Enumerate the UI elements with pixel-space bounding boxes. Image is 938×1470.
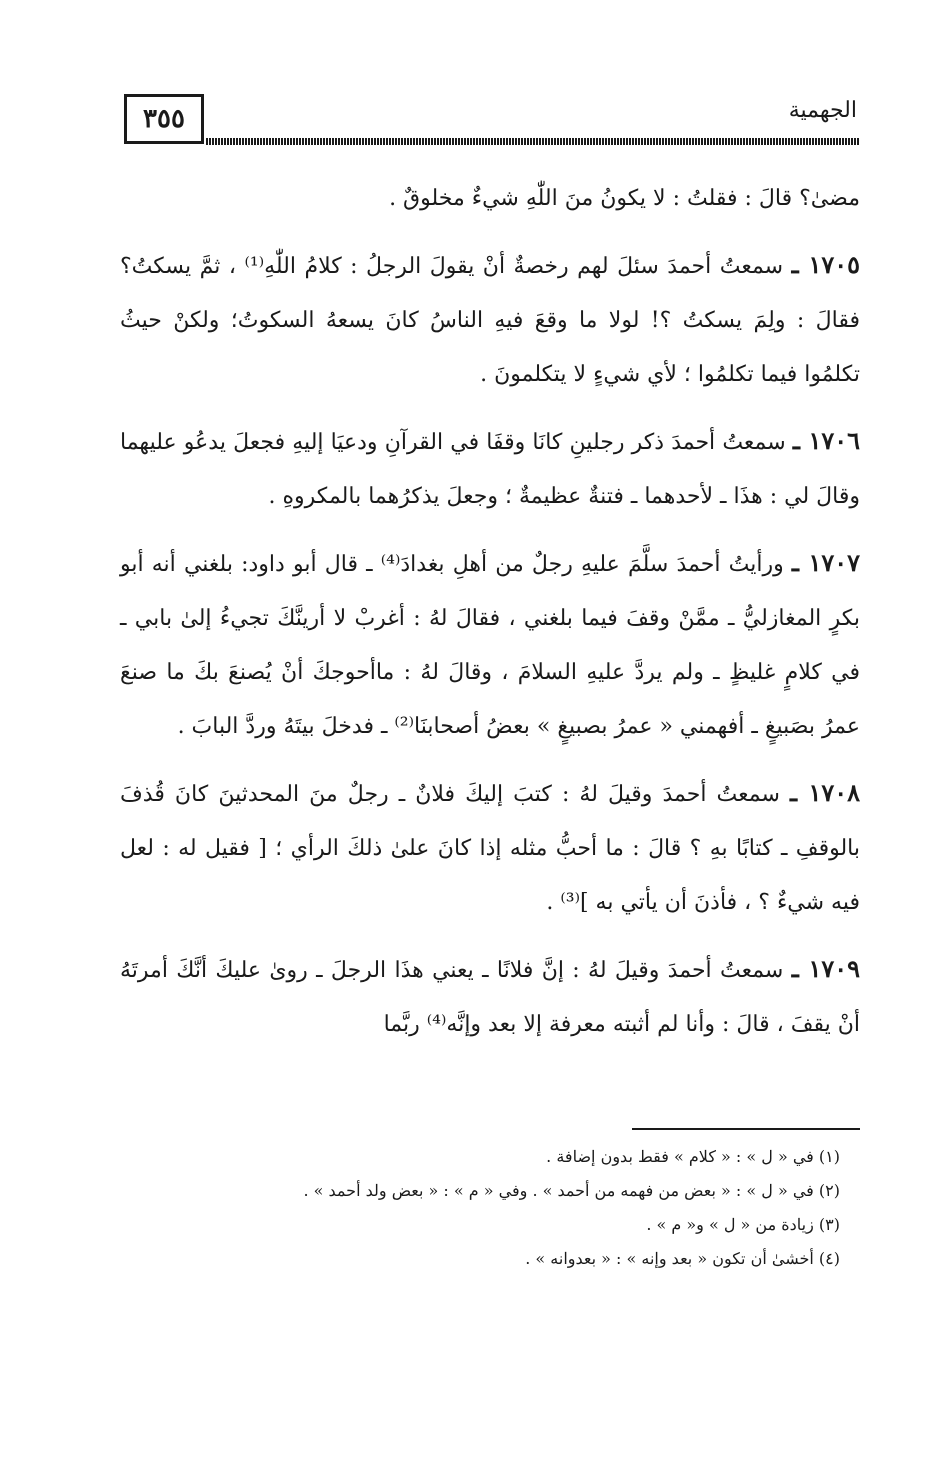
paragraph xyxy=(120,536,860,754)
footnote: (٢) في « ل » : « بعض من فهمه من أحمد » . وفي « م » : « بعض ولد أحمد » . xyxy=(303,1181,840,1200)
footnote-divider xyxy=(632,1128,860,1130)
paragraph xyxy=(120,766,860,930)
report-number: ١٧٠٩ ـ xyxy=(791,954,860,983)
paragraph-text: سمعتُ أحمدَ وقيلَ لهُ : كتبَ إليكَ فلانٌ ـ رجلٌ منَ المحدثينَ كانَ قُذفَ بالوقفِ ـ كتابًا بهِ ؟ قالَ : ما أحبُّ مثله إذا كانَ علىٰ ذلكَ الرأي ؛ [ فقيل له : لعل فيه شيءٌ ؟ ، فأذنَ أن يأتي به ]⁽³⁾ . xyxy=(120,782,860,915)
page-number: ٣٥٥ xyxy=(124,94,204,144)
paragraph-text: سمعتُ أحمدَ سئلَ لهم رخصةٌ أنْ يقولَ الرجلُ : كلامُ اللّٰهِ⁽¹⁾ ، ثمَّ يسكتُ؟ فقالَ : ولِمَ يسكتُ ؟! لولا ما وقعَ فيهِ الناسُ كانَ يسعهُ السكوتُ؛ ولكنْ حيثُ تكلمُوا فيما تكلمُوا ؛ لأي شيءٍ لا يتكلمونَ . xyxy=(120,254,860,387)
paragraph xyxy=(120,238,860,402)
main-text xyxy=(120,172,860,1064)
report-number: ١٧٠٨ ـ xyxy=(789,778,861,807)
paragraph xyxy=(120,414,860,524)
running-title: الجهمية xyxy=(788,98,857,123)
report-number: ١٧٠٥ ـ xyxy=(791,250,861,279)
report-number: ١٧٠٦ ـ xyxy=(792,426,860,455)
report-number: ١٧٠٧ ـ xyxy=(791,548,861,577)
paragraph-text: سمعتُ أحمدَ ذكر رجلينِ كانَا وقفَا في القرآنِ ودعيَا إليهِ فجعلَ يدعُو عليهما وقالَ لي : هذَا ـ لأحدهما ـ فتنةٌ عظيمةٌ ؛ وجعلَ يذكرُهما بالمكروهِ . xyxy=(120,430,860,509)
page-header xyxy=(124,88,859,152)
footnote: (٣) زيادة من « ل » و« م » . xyxy=(646,1215,840,1234)
footnotes xyxy=(300,1140,840,1276)
header-rule xyxy=(206,138,859,145)
paragraph xyxy=(120,942,860,1052)
footnote: (١) في « ل » : « كلام » فقط بدون إضافة . xyxy=(546,1147,840,1166)
paragraph xyxy=(120,172,860,226)
footnote: (٤) أخشىٰ أن تكون « بعد وإنه » : « بعدوانه » . xyxy=(525,1249,840,1268)
paragraph-text: مضىٰ؟ قالَ : فقلتُ : لا يكونُ منَ اللّٰهِ شيءٌ مخلوقٌ . xyxy=(389,186,860,211)
paragraph-text: ورأيتُ أحمدَ سلَّمَ عليهِ رجلٌ من أهلِ بغدادَ⁽⁴⁾ ـ قال أبو داود: بلغني أنه أبو بكرٍ المغازليُّ ـ ممَّنْ وقفَ فيما بلغني ، فقالَ لهُ : أغربْ لا أرينَّكَ تجيءُ إلىٰ بابي ـ في كلامٍ غليظٍ ـ ولم يردَّ عليهِ السلامَ ، وقالَ لهُ : ماأحوجكَ أنْ يُصنعَ بكَ ما صنعَ عمرُ بصَبيغٍ ـ أفهمني « عمرُ بصبيغٍ » بعضُ أصحابنَا⁽²⁾ ـ فدخلَ بيتَهُ وردَّ البابَ . xyxy=(120,552,860,739)
paragraph-text: سمعتُ أحمدَ وقيلَ لهُ : إنَّ فلانًا ـ يعني هذَا الرجلَ ـ روىٰ عليكَ أنَّكَ أمرتَهُ أنْ يقفَ ، قالَ : وأنا لم أثبته معرفة إلا بعد وإنَّه⁽⁴⁾ ربَّما xyxy=(120,958,860,1037)
